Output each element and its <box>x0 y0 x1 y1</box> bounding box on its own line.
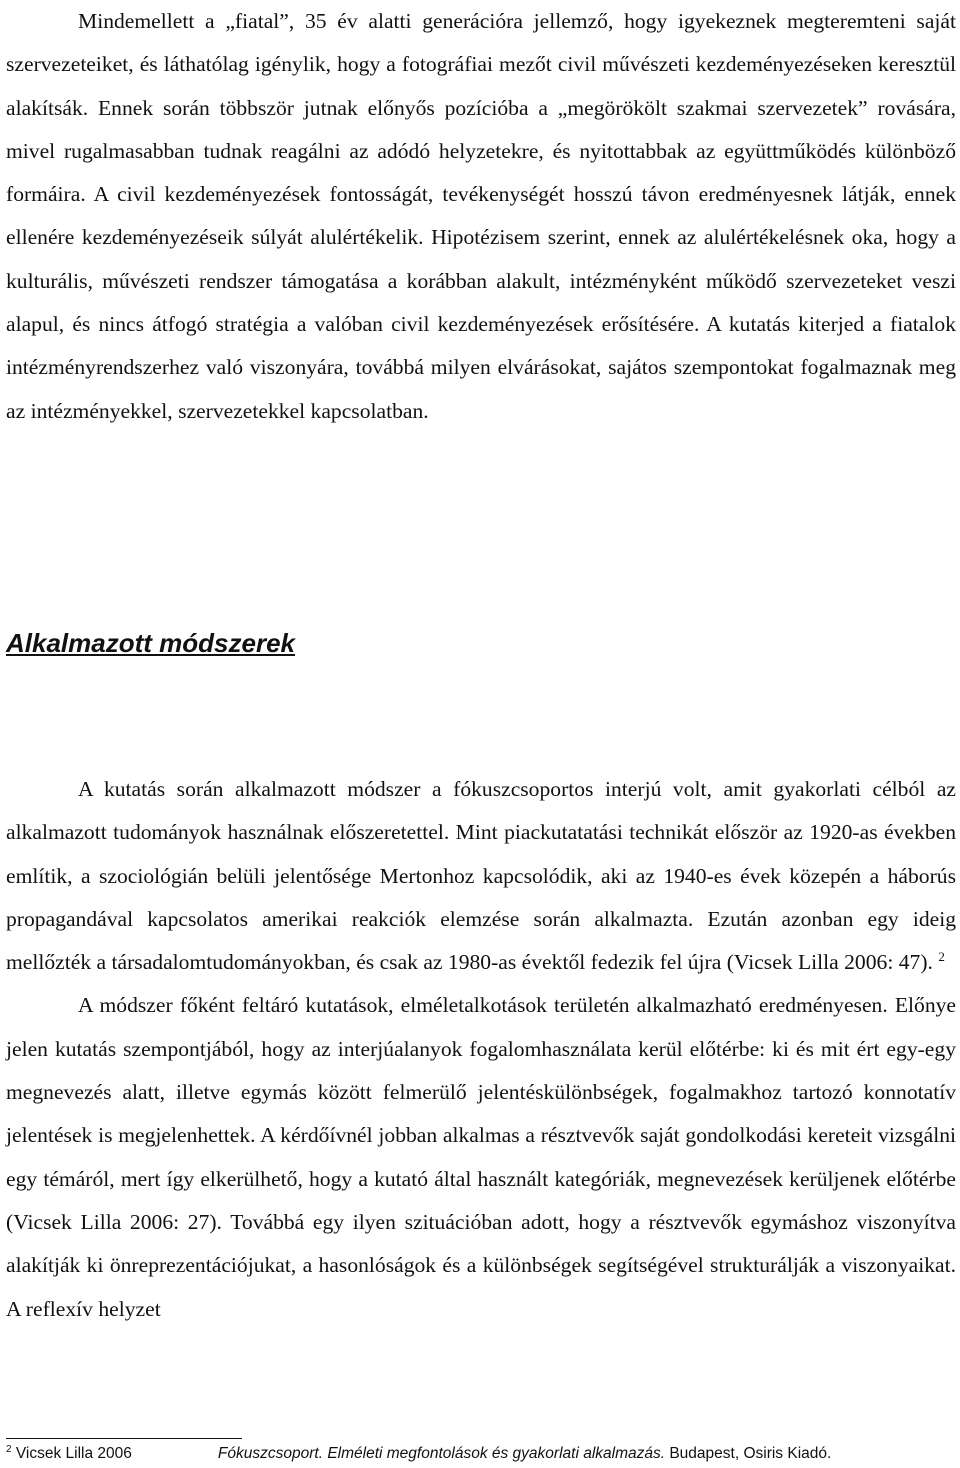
footnote-number: 2 <box>6 1443 12 1455</box>
footnote-reference[interactable]: 2 <box>938 949 945 964</box>
section-heading: Alkalmazott módszerek <box>6 628 295 658</box>
intro-paragraph: Mindemellett a „fiatal”, 35 év alatti generációra jellemző, hogy igyekeznek megteremteni saját szervezeteiket, és láthatólag igénylik, hogy a fotográfiai mezőt civil művészeti kezdeményezéseken keresztül alakítsák. Ennek során többször jutnak előnyős pozícióba a „megörökölt szakmai szervezetek” rovására, mivel rugalmasabban tudnak reagálni az adódó helyzetekre, és nyitottabbak az együttműködés különböző formáira. A civil kezdeményezések fontosságát, tevékenységét hosszú távon eredményesnek látják, ennek ellenére kezdeményezéseik súlyát alulértékelik. Hipotézisem szerint, ennek az alulértékelésnek oka, hogy a kulturális, művészeti rendszer támogatása a korábban alakult, intézményként működő szervezeteket veszi alapul, és nincs átfogó stratégia a valóban civil kezdeményezések erősítésére. A kutatás kiterjed a fiatalok intézményrendszerhez való viszonyára, továbbá milyen elvárásokat, sajátos szempontokat fogalmaznak meg az intézményekkel, szervezetekkel kapcsolatban. <box>6 9 956 423</box>
document-page <box>6 0 956 433</box>
footnote-author: Vicsek Lilla 2006 <box>15 1445 132 1462</box>
methods-paragraph-2: A módszer főként feltáró kutatások, elméletalkotások területén alkalmazható eredményesen. Előnye jelen kutatás szempontjából, hogy az interjúalanyok fogalomhasználata kerül előtérbe: ki és mit ért egy-egy megnevezés alatt, illetve egymás között felmerülő jelentéskülönbségek, fogalmakhoz tartozó konnotatív jelentések is megjelenhettek. A kérdőívnél jobban alkalmas a résztvevők saját gondolkodási kereteit vizsgálni egy témáról, mert így elkerülhető, hogy a kutató által használt kategóriák, megnevezések kerüljenek előtérbe (Vicsek Lilla 2006: 27). Továbbá egy ilyen szituációban adott, hogy a résztvevők egymáshoz viszonyítva alakítják ki önreprezentációjukat, a hasonlóságok és a különbségek segítségével strukturálják a viszonyaikat. A reflexív helyzet <box>6 993 956 1321</box>
footnote-publisher: Budapest, Osiris Kiadó. <box>669 1445 832 1462</box>
footnote <box>6 1445 831 1463</box>
footnote-title: Fókuszcsoport. Elméleti megfontolások és gyakorlati alkalmazás. <box>217 1445 666 1462</box>
methods-paragraph-1-text: A kutatás során alkalmazott módszer a fókuszcsoportos interjú volt, amit gyakorlati célból az alkalmazott tudományok használnak előszeretettel. Mint piackutatatási technikát először az 1920-as években említik, a szociológián belüli jelentősége Mertonhoz kapcsolódik, aki az 1940-es évek közepén a háborús propagandával kapcsolatos amerikai reakciók elemzése során alkalmazta. Ezután azonban egy ideig mellőzték a társadalomtudományokban, és csak az 1980-as évektől fedezik fel újra (Vicsek Lilla 2006: 47). <box>6 777 956 975</box>
methods-section <box>6 768 956 1331</box>
footnote-divider <box>6 1438 242 1439</box>
methods-paragraph-1 <box>6 768 956 984</box>
